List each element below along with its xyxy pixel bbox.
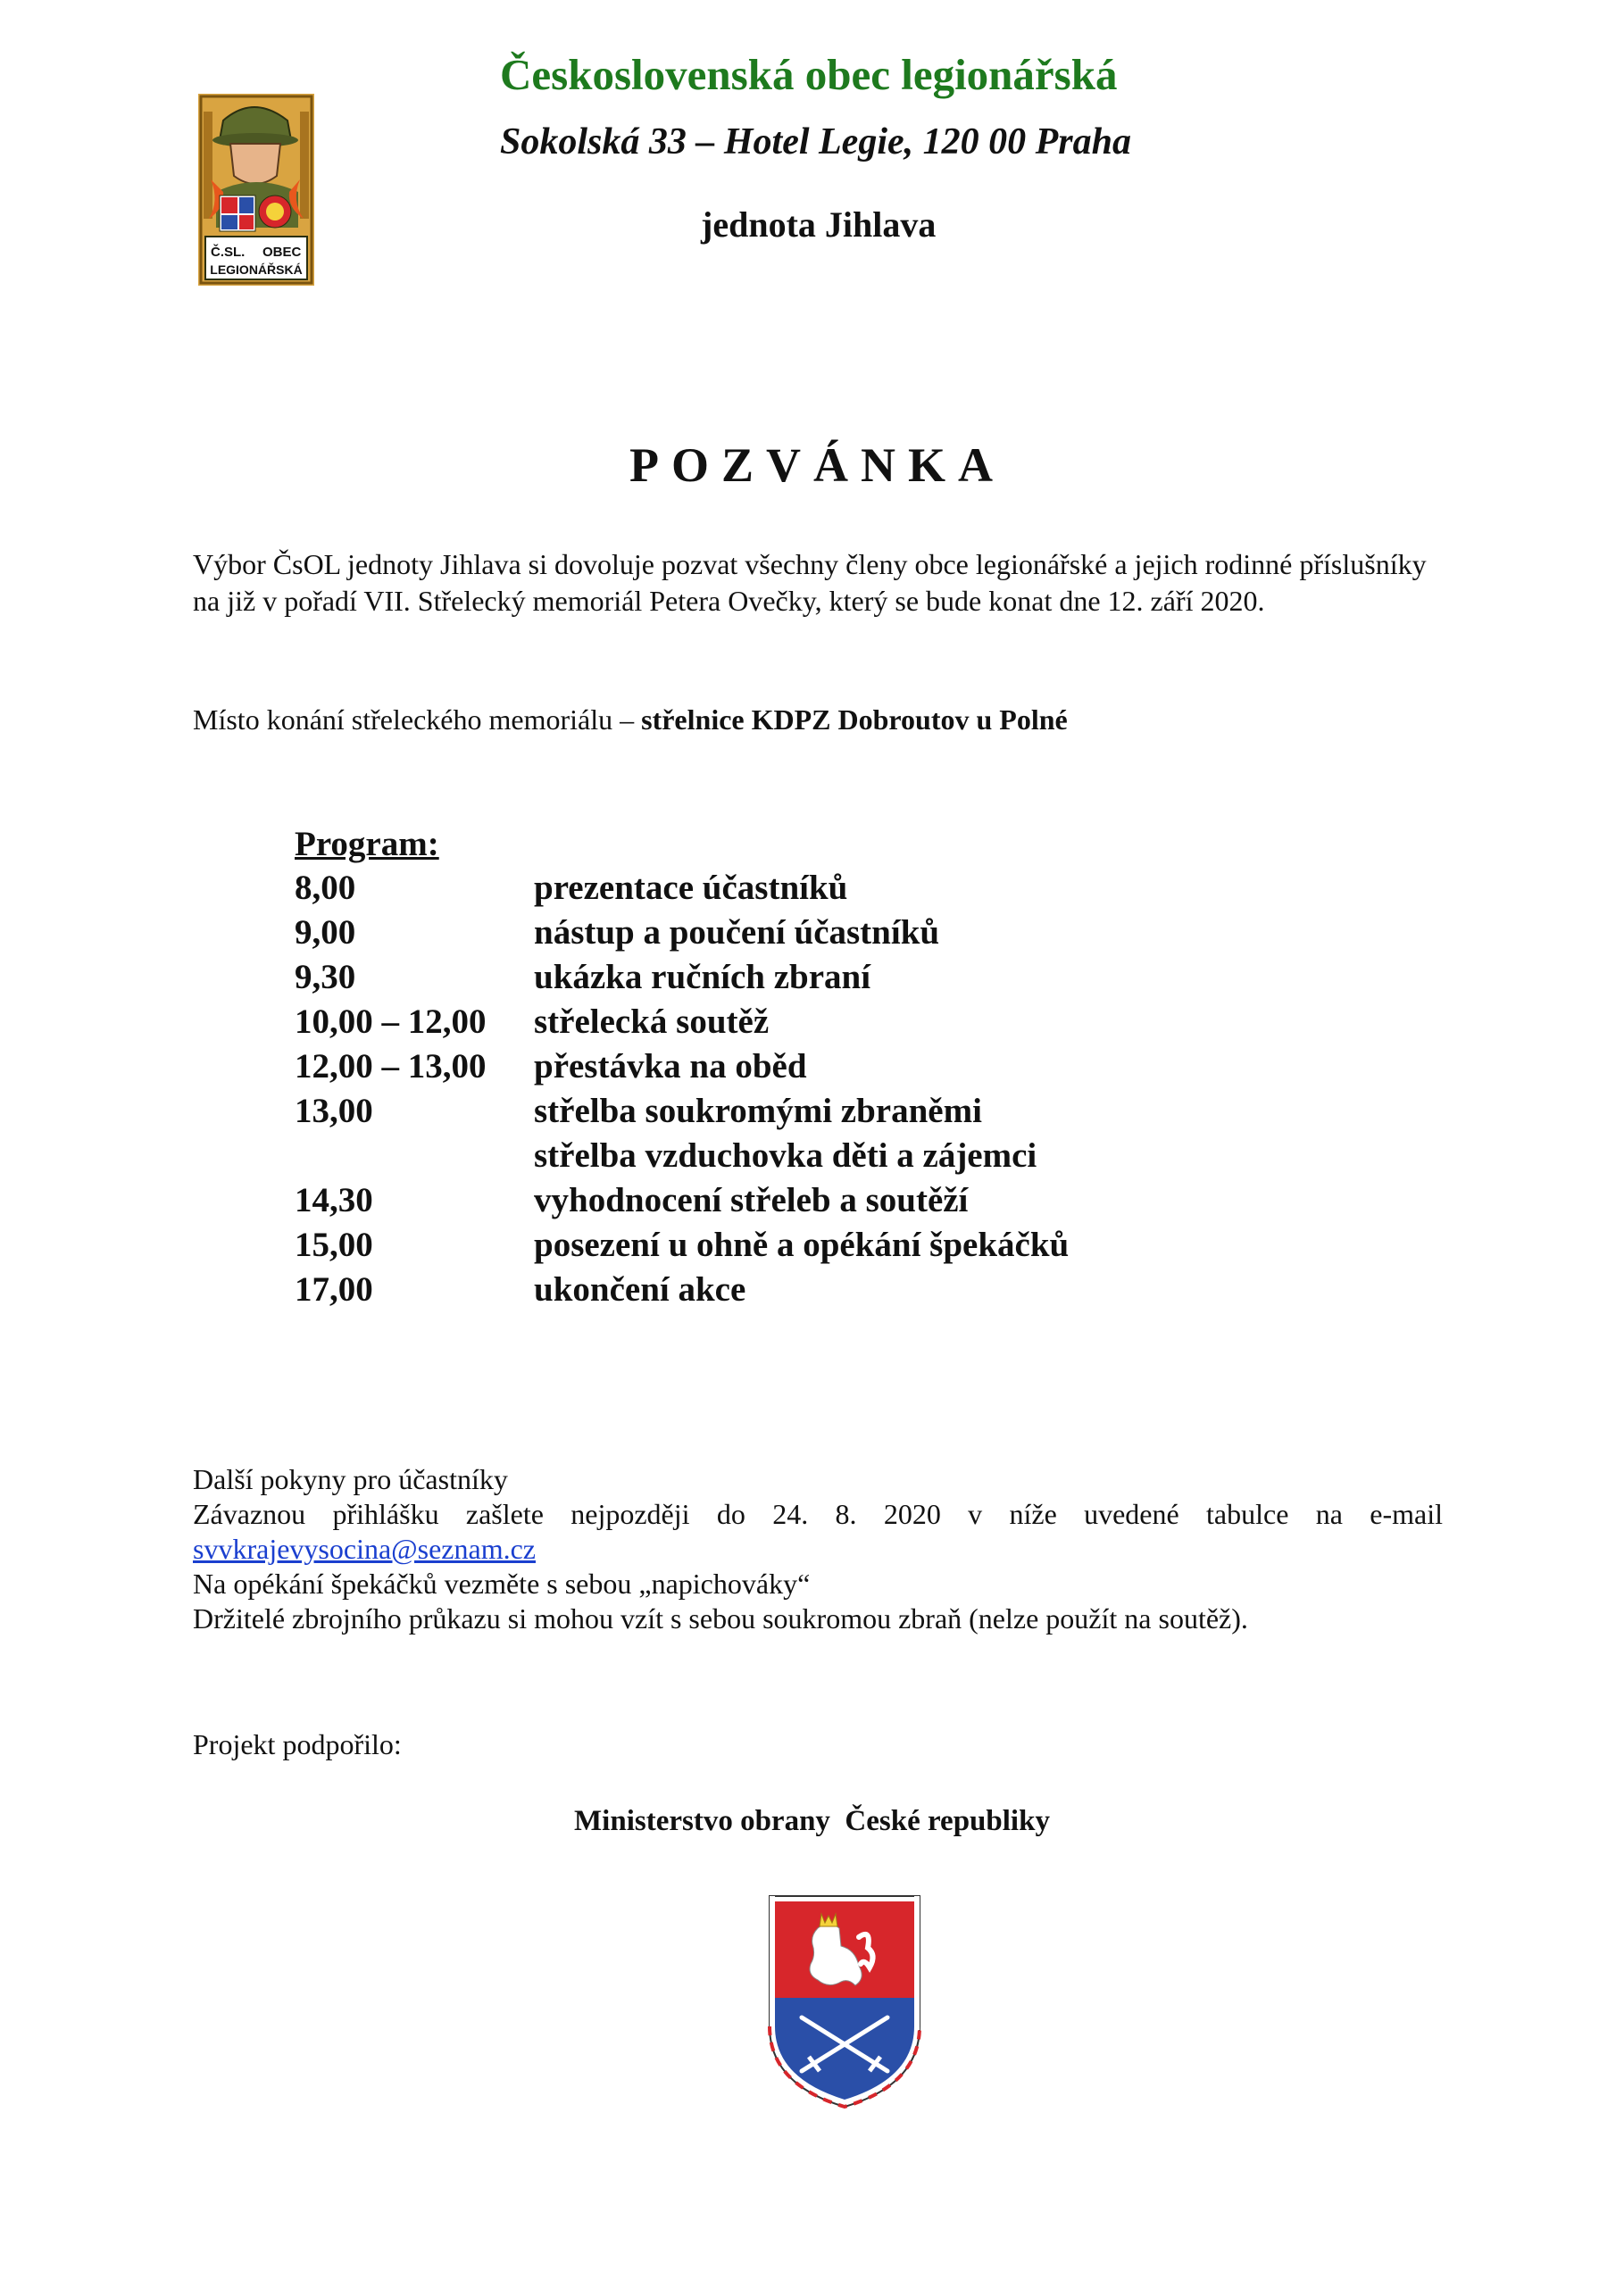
instructions-heading: Další pokyny pro účastníky <box>193 1463 508 1495</box>
program-activity: ukončení akce <box>534 1270 746 1309</box>
organization-address: Sokolská 33 – Hotel Legie, 120 00 Praha <box>500 121 1131 162</box>
organization-unit: jednota Jihlava <box>701 204 937 245</box>
program-time: 10,00 – 12,00 <box>295 1002 487 1041</box>
program-row <box>295 1268 1277 1312</box>
program-time: 9,30 <box>295 958 356 996</box>
venue-line <box>193 702 1443 738</box>
svg-text:Č.SL.: Č.SL. <box>211 245 246 260</box>
program-activity: střelba vzduchovka děti a zájemci <box>534 1136 1037 1175</box>
program-row <box>295 911 1277 955</box>
program-heading: Program: <box>295 825 439 863</box>
program-row <box>295 866 1277 911</box>
program-activity: střelecká soutěž <box>534 1002 770 1041</box>
program-row <box>295 1134 1277 1178</box>
program-time: 9,00 <box>295 913 356 952</box>
program-activity: vyhodnocení střeleb a soutěží <box>534 1181 969 1219</box>
program-row <box>295 1089 1277 1134</box>
program-row <box>295 1223 1277 1268</box>
ministry-of-defence-emblem-icon <box>766 1893 923 2110</box>
instructions-block <box>193 1462 1443 1636</box>
program-time: 17,00 <box>295 1270 373 1309</box>
support-label: Projekt podpořilo: <box>193 1728 402 1760</box>
svg-text:OBEC: OBEC <box>262 245 302 260</box>
program-schedule <box>295 823 1277 1312</box>
program-activity: střelba soukromými zbraněmi <box>534 1092 982 1130</box>
svg-text:LEGIONÁŘSKÁ: LEGIONÁŘSKÁ <box>210 262 303 277</box>
program-activity: posezení u ohně a opékání špekáčků <box>534 1226 1070 1264</box>
program-time <box>295 1134 534 1178</box>
invitation-title: POZVÁNKA <box>629 438 1005 492</box>
program-row <box>295 1044 1277 1089</box>
intro-paragraph: Výbor ČsOL jednoty Jihlava si dovoluje pozvat všechny členy obce legionářské a jejich rodinné příslušníky na již v pořadí VII. Střelecký memoriál Petera Ovečky, který se bude konat dne 12. září 2020. <box>193 548 1427 617</box>
registration-text: Závaznou přihlášku zašlete nejpozději do 24. 8. 2020 v níže uvedené tabulce na e-mail <box>193 1498 1443 1530</box>
organization-name: Československá obec legionářská <box>500 50 1118 99</box>
sausages-note: Na opékání špekáčků vezměte s sebou „napichováky“ <box>193 1568 811 1600</box>
program-activity: prezentace účastníků <box>534 869 848 907</box>
weapons-note: Držitelé zbrojního průkazu si mohou vzít s sebou soukromou zbraň (nelze použít na soutěž). <box>193 1602 1248 1635</box>
program-row <box>295 1178 1277 1223</box>
program-time: 15,00 <box>295 1226 373 1264</box>
venue-label: Místo konání střeleckého memoriálu – <box>193 703 642 736</box>
email-link[interactable]: svvkrajevysocina@seznam.cz <box>193 1533 536 1565</box>
program-activity: ukázka ručních zbraní <box>534 958 871 996</box>
program-time: 8,00 <box>295 869 356 907</box>
program-time: 12,00 – 13,00 <box>295 1047 487 1086</box>
program-activity: přestávka na oběd <box>534 1047 807 1086</box>
program-activity: nástup a poučení účastníků <box>534 913 940 952</box>
program-time: 14,30 <box>295 1181 373 1219</box>
venue-place: střelnice KDPZ Dobroutov u Polné <box>641 703 1068 736</box>
sponsor-name: Ministerstvo obrany České republiky <box>574 1805 1050 1837</box>
program-row <box>295 1000 1277 1044</box>
program-row <box>295 955 1277 1000</box>
program-time: 13,00 <box>295 1092 373 1130</box>
legionnaire-logo-icon <box>198 94 314 286</box>
